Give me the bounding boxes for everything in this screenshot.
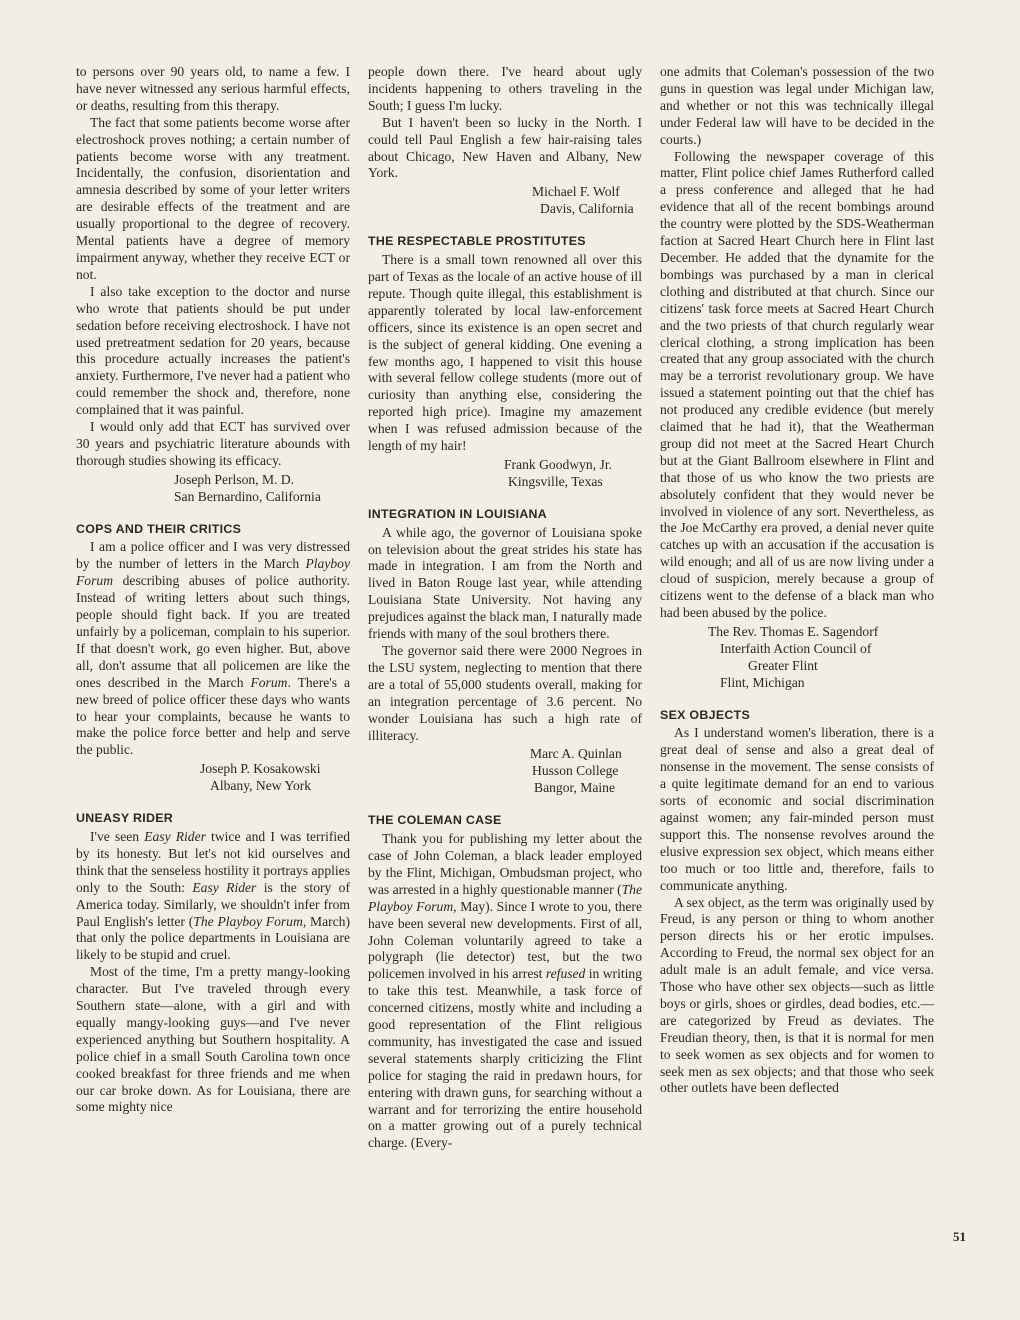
section-heading: THE COLEMAN CASE xyxy=(368,813,502,828)
signature-name: Joseph Perlson, M. D. xyxy=(174,471,295,487)
signature-organization: Interfaith Action Council of xyxy=(720,640,872,656)
paragraph: But I haven't been so lucky in the North. I could tell Paul English a few hair-raising tales about Chicago, New Haven and Albany, New York. xyxy=(368,114,642,181)
signature-name: The Rev. Thomas E. Sagendorf xyxy=(708,623,879,639)
paragraph: A while ago, the governor of Louisiana spoke on television about the great strides his state has made in integration. I am from the North and lived in Baton Rouge last year, while attending Louisiana State University. Not having any prejudices against the black man, I naturally made friends with many of the soul brothers there. xyxy=(368,524,642,642)
signature-location: San Bernardino, California xyxy=(174,488,321,504)
paragraph: The fact that some patients become worse after electroshock proves nothing; a certain number of patients become worse with any treatment. Incidentally, the confusion, disorientation and amnesia described by some of your letter writers are desirable effects of the treatment and are usually proportional to the degree of recovery. Mental patients have a degree of memory impairment anyway, whether they receive ECT or not. xyxy=(76,114,350,282)
paragraph: Thank you for publishing my letter about the case of John Coleman, a black leader employed by the Flint, Michigan, Ombudsman project, who was arrested in a highly questionable manner (The Playboy Forum, May). Since I wrote to you, there have been several new developments. First of all, John Coleman voluntarily agreed to take a polygraph (lie detector) test, but the two policemen involved in his arrest refused in writing to take this test. Meanwhile, a task force of concerned citizens, mostly white and including a good representation of the Flint religious community, has investigated the case and issued several statements sharply criticizing the Flint police for staging the raid in predawn hours, for entering with drawn guns, for searching without a warrant and for terrorizing the entire household on a matter growing out of a purely technical charge. (Every- xyxy=(368,831,643,1151)
signature-location: Albany, New York xyxy=(210,778,312,794)
signature-organization: Greater Flint xyxy=(748,657,818,673)
paragraph: I've seen Easy Rider twice and I was terrified by its honesty. But let's not kid ourselves and think that the senseless hostility it portrays applies only to the South: Easy Rider is the story of America today. Similarly, we shouldn't infer from Paul English's letter (The Playboy Forum, March) that only the police departments in Louisiana are likely to be stupid and cruel. xyxy=(76,828,351,963)
paragraph: The governor said there were 2000 Negroes in the LSU system, neglecting to mention that there are a total of 55,000 students overall, making for an integration percentage of 3.6 percent. No wonder Louisiana has such a high rate of illiteracy. xyxy=(368,643,642,743)
signature-location: Davis, California xyxy=(540,201,634,217)
section-heading: COPS AND THEIR CRITICS xyxy=(76,521,242,536)
signature-name: Joseph P. Kosakowski xyxy=(200,761,321,777)
signature-organization: Husson College xyxy=(532,763,619,779)
section-heading: INTEGRATION IN LOUISIANA xyxy=(368,506,548,521)
text-column-3 xyxy=(660,64,934,1097)
text-column-2 xyxy=(368,64,642,1152)
paragraph: to persons over 90 years old, to name a few. I have never witnessed any serious harmful effects, or deaths, resulting from this therapy. xyxy=(76,64,350,113)
text-column-1 xyxy=(76,64,350,1116)
paragraph: As I understand women's liberation, there is a great deal of sense and also a great deal of nonsense in the movement. The sense consists of a quite legitimate demand for an end to various sorts of economic and social discrimination against women; any fair-minded person must support this. The nonsense revolves around the elusive expression sex object, which means either too much or too little and, therefore, fails to communicate anything. xyxy=(660,725,934,893)
signature-name: Marc A. Quinlan xyxy=(530,746,622,762)
paragraph: I would only add that ECT has survived over 30 years and psychiatric literature abounds with thorough studies showing its efficacy. xyxy=(76,419,350,468)
signature-location: Bangor, Maine xyxy=(534,780,615,796)
signature-name: Frank Goodwyn, Jr. xyxy=(504,456,612,472)
paragraph: one admits that Coleman's possession of the two guns in question was legal under Michigan law, and whether or not this was technically illegal under Federal law will have to be decided in the courts.) xyxy=(660,64,934,147)
section-heading: UNEASY RIDER xyxy=(76,811,174,826)
letter-signature xyxy=(76,761,350,795)
letter-signature xyxy=(368,457,642,491)
paragraph: A sex object, as the term was originally used by Freud, is any person or thing to whom another person directs his or her erotic impulses. According to Freud, the normal sex object for an adult male is an adult female, and vice versa. Those who have other sex objects—such as little boys or girls, shoes or girdles, dead bodies, etc.—are categorized by Freud as deviates. The Freudian theory, then, is that it is normal for men to seek women as sex objects and for women to seek men as sex objects; and that those who seek other outlets have been deflected xyxy=(660,894,934,1096)
signature-location: Flint, Michigan xyxy=(720,674,805,690)
section-heading: THE RESPECTABLE PROSTITUTES xyxy=(368,234,586,249)
letter-signature xyxy=(660,624,934,692)
paragraph: Most of the time, I'm a pretty mangy-looking character. But I've traveled through every Southern state—alone, with a girl and with equally mangy-looking guys—and I've never experienced anything but Southern hospitality. A police chief in a small South Carolina town once cooked breakfast for three friends and me when our car broke down. As for Louisiana, there are some mighty nice xyxy=(76,964,350,1115)
letter-signature xyxy=(368,184,642,218)
signature-name: Michael F. Wolf xyxy=(532,184,620,200)
paragraph: I am a police officer and I was very distressed by the number of letters in the March Playboy Forum describing abuses of police authority. Instead of writing letters about such things, people should fight back. If you are treated unfairly by a policeman, complain to his superior. If that doesn't work, go even higher. But, above all, don't assume that all policemen are like the ones described in the March Forum. There's a new breed of police officer these days who wants to hear your complaints, because he wants to make the police force better and help and serve the public. xyxy=(76,539,351,758)
paragraph: Following the newspaper coverage of this matter, Flint police chief James Rutherford called a press conference and alleged that he had evidence that all of the recent bombings around the country were plotted by the SDS-Weatherman faction at Sacred Heart Church here in Flint last December. He added that the dynamite for the bombings was purchased by a man in clerical clothing and distributed at that church. Since our citizens' task force meets at Sacred Heart Church and the two priests of that church regularly wear clerical clothing, a strong implication has been created that any group associated with the church may be a terrorist revolutionary group. We have issued a statement pointing out that the chief has not produced any credible evidence (but merely claimed that he had it), that the Weatherman group did not meet at the Sacred Heart Church but at the Giant Ballroom elsewhere in Flint and that those of us who know the two priests are absolutely confident that they would never be involved in violence of any sort. Nevertheless, as the Joe McCarthy era proved, a denial never quite catches up with an accusation if the accusation is wild enough; and all of us are now living under a cloud of suspicion, merely because a group of citizens went to the defense of a black man who had been abused by the police. xyxy=(660,148,934,620)
section-heading: SEX OBJECTS xyxy=(660,707,751,722)
signature-location: Kingsville, Texas xyxy=(508,473,603,489)
paragraph: people down there. I've heard about ugly incidents happening to others traveling in the South; I guess I'm lucky. xyxy=(368,64,642,113)
letter-signature xyxy=(76,472,350,506)
paragraph: There is a small town renowned all over this part of Texas as the locale of an active house of ill repute. Though quite illegal, this establishment is apparently tolerated by local law-enforcement officers, since its existence is an open secret and is the subject of general kidding. One evening a few months ago, I happened to visit this house with several fellow college students (more out of curiosity than anything else, considering the reported high price). Imagine my amazement when I was refused admission because of the length of my hair! xyxy=(368,252,642,454)
page-number: 51 xyxy=(953,1229,966,1244)
letter-signature xyxy=(368,746,642,797)
paragraph: I also take exception to the doctor and nurse who wrote that patients should be put under sedation before receiving electroshock. I have not used pretreatment sedation for 20 years, because this procedure actually increases the patient's anxiety. Furthermore, I've never had a patient who could remember the shock and, therefore, none complained that it was painful. xyxy=(76,283,350,418)
